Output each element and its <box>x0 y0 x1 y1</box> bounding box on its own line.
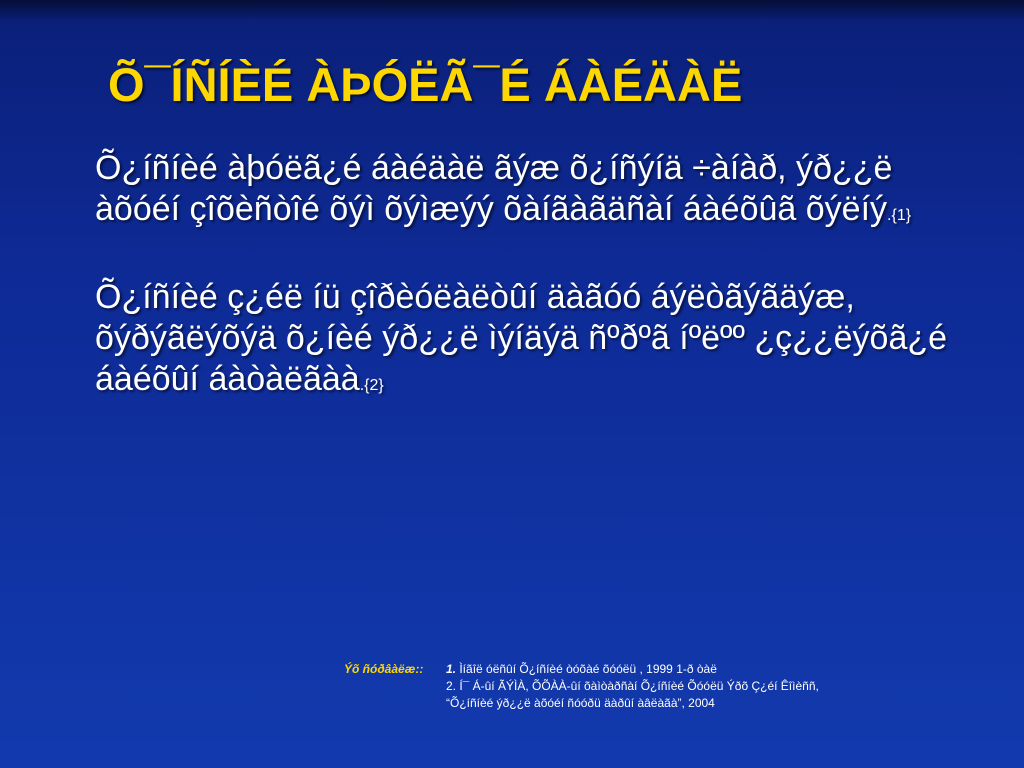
source-text: “Õ¿íñíèé ýð¿¿ë àõóéí ñóóðü äàðûí àâëàãà”, 2004 <box>446 696 715 710</box>
reference-marker-2: .{2} <box>359 377 384 394</box>
source-text: 2. Í¯ Á-ûí ÃÝÌÀ, ÕÕÀÀ-ûí õàìòàðñàí Õ¿íñíèé Õóóëü Ýðõ Ç¿éí Êîìèññ, <box>446 679 819 693</box>
slide-title: Õ¯ÍÑÍÈÉ ÀÞÓËÃ¯É ÁÀÉÄÀË <box>108 58 743 111</box>
sources-list <box>446 661 819 712</box>
source-item-2-continued <box>446 695 819 712</box>
slide-content <box>95 148 975 406</box>
source-number: 1. <box>446 662 457 676</box>
source-text: Ìíãîë óëñûí Õ¿íñíèé òóõàé õóóëü , 1999 1-ð òàë <box>456 662 717 676</box>
top-shadow <box>0 0 1024 22</box>
paragraph-1-text: Õ¿íñíèé àþóëã¿é áàéäàë ãýæ õ¿íñýíä ÷àíàð, ýð¿¿ë àõóéí çîõèñòîé õýì õýìæýý õàíãàãäñàí áàéõûã õýëíý <box>95 149 893 228</box>
source-item-2 <box>446 678 819 695</box>
paragraph-2-text: Õ¿íñíèé ç¿éë íü çîðèóëàëòûí äàãóó áýëòãýãäýæ, õýðýãëýõýä õ¿íèé ýð¿¿ë ìýíäýä ñºðºã íºëºº ¿ç¿¿ëýõã¿é áàéõûí áàòàëãàà <box>95 278 948 398</box>
sources-label: Ýõ ñóðâàëæ:: <box>344 662 424 676</box>
source-item-1 <box>446 661 819 678</box>
reference-marker-1: .{1} <box>887 207 912 224</box>
paragraph-1 <box>95 148 975 236</box>
paragraph-2 <box>95 277 975 406</box>
